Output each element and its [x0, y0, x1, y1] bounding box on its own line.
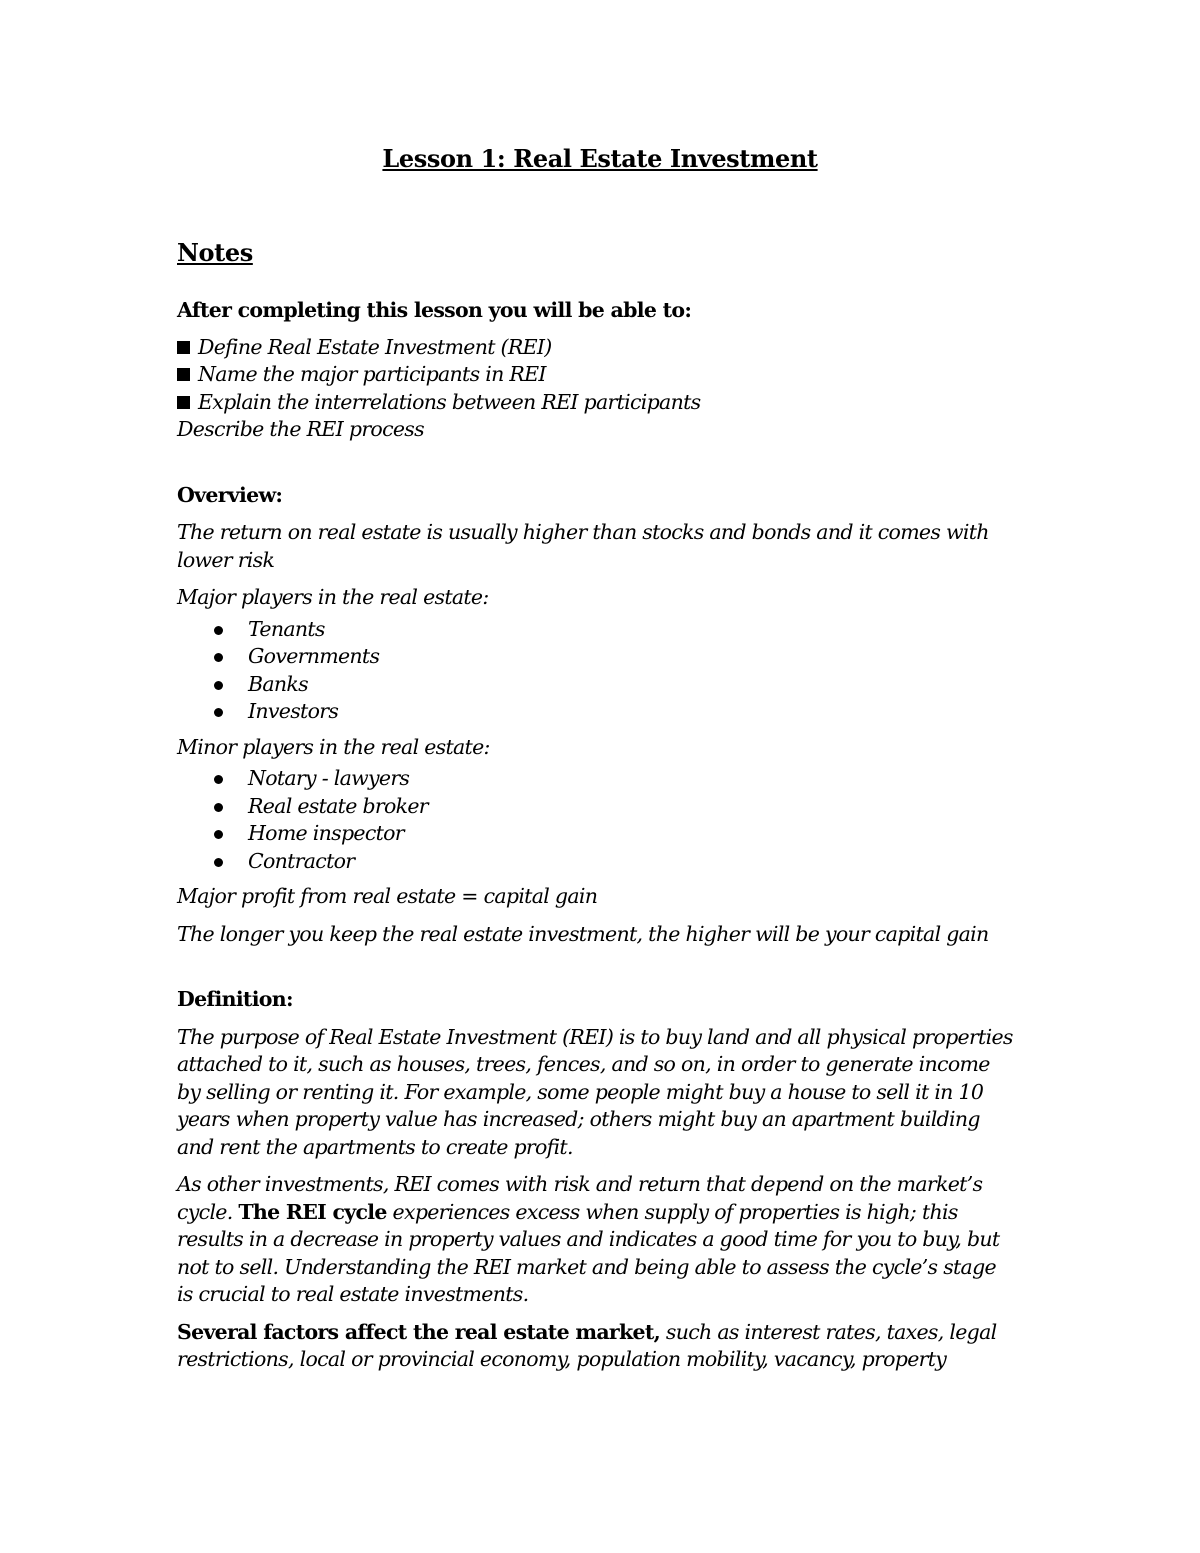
bullet-dot-icon [214, 858, 223, 867]
bullet-dot-icon [214, 653, 223, 662]
list-item: Banks [177, 671, 1017, 699]
list-item: Notary - lawyers [177, 765, 1017, 793]
objective-item: Name the major participants in REI [177, 361, 1017, 389]
objective-last-line: Describe the REI process [177, 417, 424, 441]
objectives-list [177, 334, 1017, 417]
list-item: Real estate broker [177, 793, 1017, 821]
list-item: Governments [177, 643, 1017, 671]
bullet-dot-icon [214, 830, 223, 839]
definition-paragraph-3: Several factors affect the real estate market, such as interest rates, taxes, legal restrictions, local or provincial economy, population mobility, vacancy, property [177, 1319, 997, 1371]
list-item: Contractor [177, 848, 1017, 876]
bullet-dot-icon [214, 775, 223, 784]
list-item: Home inspector [177, 820, 1017, 848]
page-title: Lesson 1: Real Estate Investment [382, 144, 818, 173]
square-bullet-icon [177, 396, 190, 409]
square-bullet-icon [177, 368, 190, 381]
overview-intro: The return on real estate is usually higher than stocks and bonds and it comes with lower risk [177, 520, 989, 572]
bullet-dot-icon [214, 803, 223, 812]
list-item: Investors [177, 698, 1017, 726]
objective-item: Explain the interrelations between REI participants [177, 389, 1017, 417]
definition-paragraph-1: The purpose of Real Estate Investment (REI) is to buy land and all physical properties attached to it, such as houses, trees, fences, and so on, in order to generate income by selling or renting it. For example, some people might buy a house to sell it in 10 years when property value has increased; others might buy an apartment building and rent the apartments to create profit. [177, 1024, 1013, 1159]
profit-line: Major profit from real estate = capital gain [177, 884, 598, 908]
overview-heading: Overview: [177, 482, 283, 507]
objectives-heading: After completing this lesson you will be able to: [177, 298, 692, 322]
major-players-list [177, 616, 1017, 726]
minor-players-label: Minor players in the real estate: [177, 734, 490, 759]
document-body [177, 297, 1017, 1374]
definition-heading: Definition: [177, 987, 293, 1011]
major-players-label: Major players in the real estate: [177, 585, 489, 609]
capital-gain-line: The longer you keep the real estate investment, the higher will be your capital gain [177, 921, 989, 946]
bullet-dot-icon [214, 681, 223, 690]
list-item: Tenants [177, 616, 1017, 644]
definition-paragraph-2: As other investments, REI comes with risk and return that depend on the market’s cycle. The REI cycle experiences excess when supply of properties is high; this results in a decrease in property values and indicates a good time for you to buy, but not to sell. Understanding the REI market and being able to assess the cycle’s stage is crucial to real estate investments. [177, 1172, 1000, 1306]
minor-players-list [177, 765, 1017, 875]
square-bullet-icon [177, 341, 190, 354]
bullet-dot-icon [214, 626, 223, 635]
notes-heading: Notes [177, 238, 253, 267]
bullet-dot-icon [214, 708, 223, 717]
objective-item: Define Real Estate Investment (REI) [177, 334, 1017, 362]
